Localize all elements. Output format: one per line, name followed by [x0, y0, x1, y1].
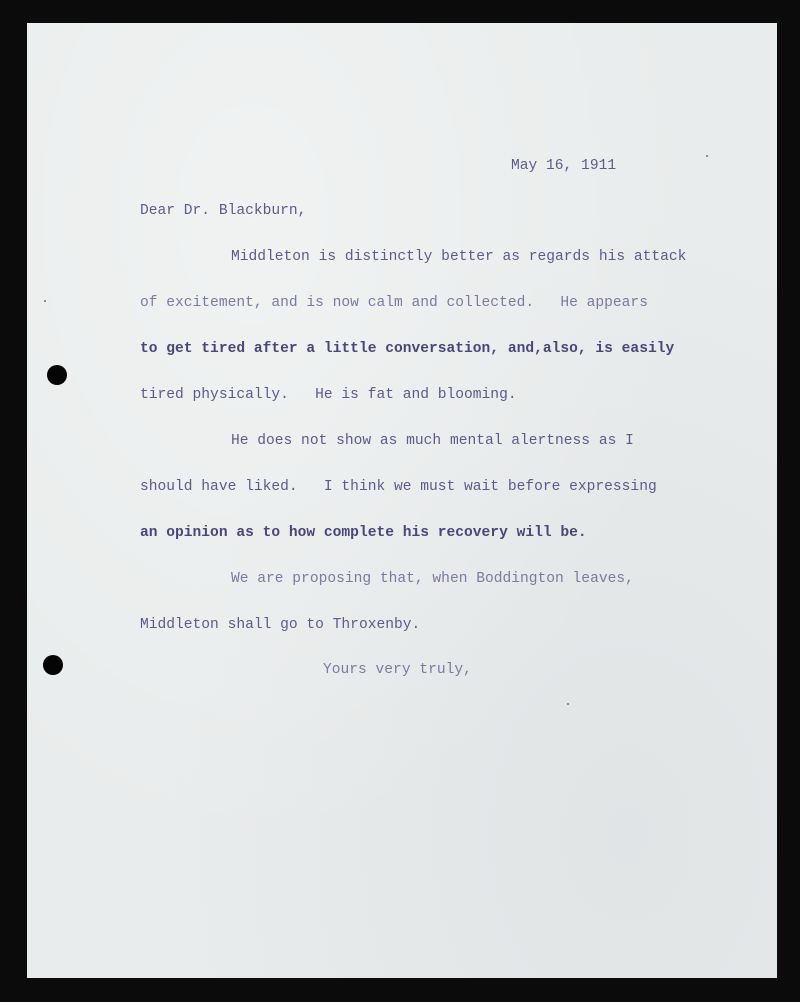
- body-line-6: should have liked. I think we must wait before expressing: [140, 479, 657, 495]
- paper-speck: [567, 703, 569, 705]
- body-line-9: Middleton shall go to Throxenby.: [140, 617, 421, 633]
- body-line-8: We are proposing that, when Boddington leaves,: [231, 571, 634, 587]
- letter-salutation: Dear Dr. Blackburn,: [140, 203, 307, 219]
- body-line-4: tired physically. He is fat and blooming.: [140, 387, 517, 403]
- body-line-3: to get tired after a little conversation, and,also, is easily: [140, 341, 675, 357]
- letter-closing: Yours very truly,: [323, 662, 472, 678]
- letter-paper: [27, 23, 777, 978]
- punch-hole-bottom: [43, 655, 63, 675]
- body-line-5: He does not show as much mental alertness as I: [231, 433, 634, 449]
- paper-speck: [706, 155, 708, 157]
- body-line-1: Middleton is distinctly better as regards his attack: [231, 249, 687, 265]
- punch-hole-top: [47, 365, 67, 385]
- paper-speck: [44, 300, 46, 302]
- letter-date: May 16, 1911: [511, 158, 617, 174]
- body-line-7: an opinion as to how complete his recovery will be.: [140, 525, 587, 541]
- body-line-2: of excitement, and is now calm and collected. He appears: [140, 295, 648, 311]
